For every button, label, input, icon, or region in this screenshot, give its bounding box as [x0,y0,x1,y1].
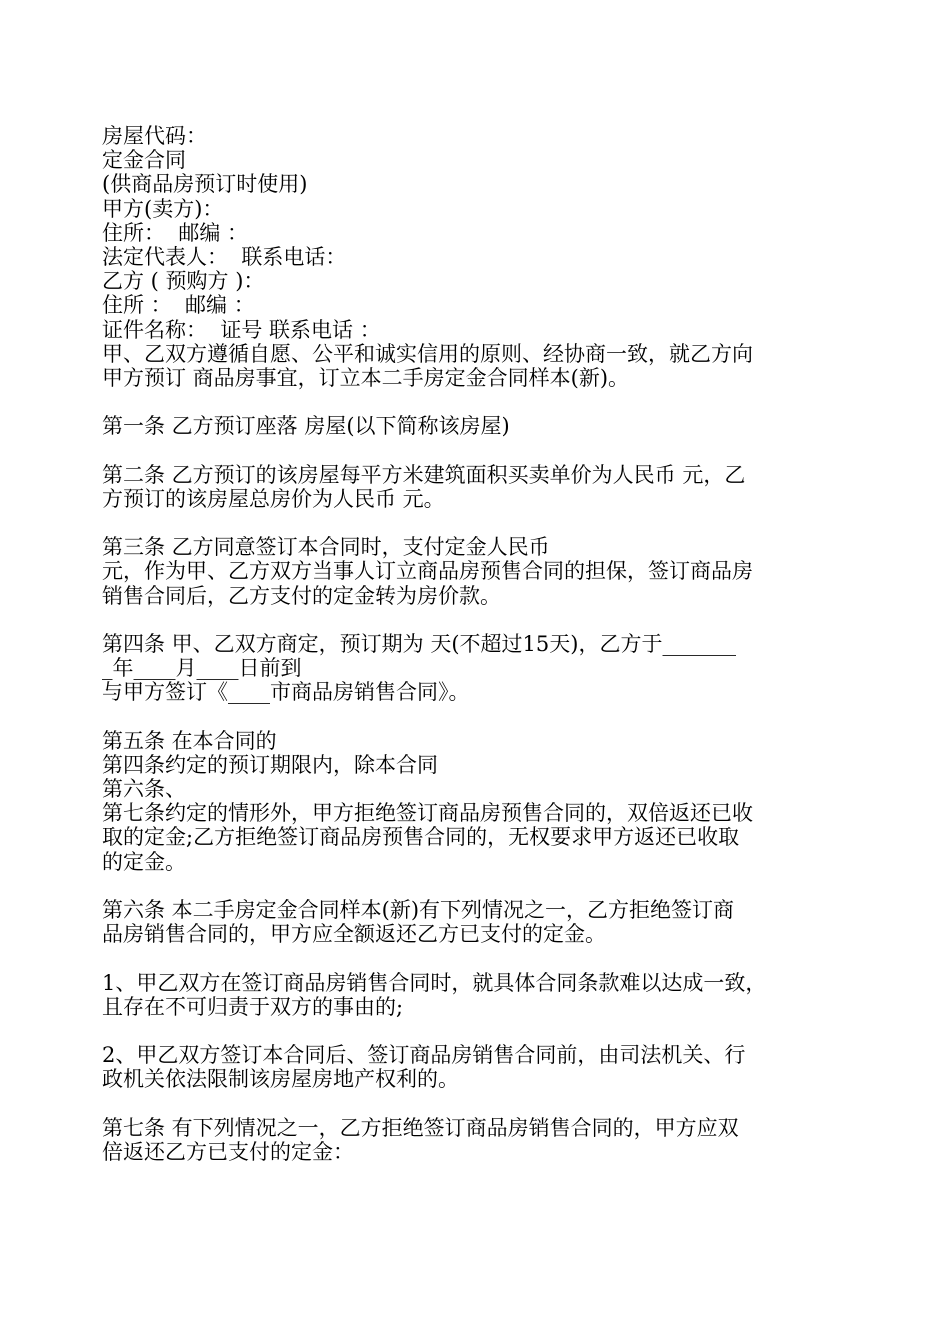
blank-line [102,390,862,414]
blank-line [102,608,862,632]
text-line: 第五条 在本合同的 [102,728,277,753]
text-line: 甲、乙双方遵循自愿、公平和诚实信用的原则、经协商一致，就乙方向 [102,341,753,366]
text-line: 1、甲乙双方在签订商品房销售合同时，就具体合同条款难以达成一致， [102,970,767,995]
blank-line [102,874,862,898]
text-line: 第三条 乙方同意签订本合同时，支付定金人民币 [102,535,550,560]
text-line: 定金合同 [102,148,186,173]
text-line: 甲方预订 商品房事宜，订立本二手房定金合同样本(新)。 [102,365,630,390]
text-line: 甲方(卖方)： [102,196,224,221]
text-line: 倍返还乙方已支付的定金： [102,1139,354,1164]
text-line: 第七条 有下列情况之一，乙方拒绝签订商品房销售合同的，甲方应双 [102,1115,739,1140]
text-line: 元，作为甲、乙方双方当事人订立商品房预售合同的担保，签订商品房 [102,559,753,584]
text-line: 第四条 甲、乙双方商定，预订期为 天(不超过15天)，乙方于_______ [102,631,736,656]
text-line: 的定金。 [102,849,186,874]
blank-line [102,438,862,462]
text-line: 销售合同后，乙方支付的定金转为房价款。 [102,583,501,608]
text-line: 取的定金;乙方拒绝签订商品房预售合同的，无权要求甲方返还已收取 [102,825,740,850]
text-line: 2、甲乙双方签订本合同后、签订商品房销售合同前，由司法机关、行 [102,1043,746,1068]
contract-document [102,124,862,1164]
text-line: 第六条、 [102,777,186,802]
text-line: 品房销售合同的，甲方应全额返还乙方已支付的定金。 [102,922,606,947]
text-line: 住所 ： 邮编 ： [102,293,255,318]
text-line: 住所： 邮编 ： [102,220,249,245]
text-line: 证件名称： 证号 联系电话 ： [102,317,381,342]
text-line: 第六条 本二手房定金合同样本(新)有下列情况之一，乙方拒绝签订商 [102,898,735,922]
text-line: _年____月____日前到 [102,656,302,681]
text-line: 房屋代码： [102,124,207,148]
blank-line [102,1019,862,1043]
text-line: 乙方 ( 预购方 )： [102,269,265,294]
text-line: 第四条约定的预订期限内，除本合同 [102,752,438,777]
blank-line [102,1092,862,1116]
text-line: 法定代表人： 联系电话： [102,244,347,269]
text-line: 方预订的该房屋总房价为人民币 元。 [102,486,445,511]
text-line: 第一条 乙方预订座落 房屋(以下简称该房屋) [102,414,510,439]
text-line: 且存在不可归责于双方的事由的; [102,994,404,1019]
text-line: 第二条 乙方预订的该房屋每平方米建筑面积买卖单价为人民币 元，乙 [102,462,746,487]
blank-line [102,946,862,970]
blank-line [102,705,862,729]
text-line: 与甲方签订《____市商品房销售合同》。 [102,680,470,705]
text-line: 第七条约定的情形外，甲方拒绝签订商品房预售合同的，双倍返还已收 [102,801,753,826]
blank-line [102,511,862,535]
text-line: (供商品房预订时使用) [102,172,308,197]
text-line: 政机关依法限制该房屋房地产权利的。 [102,1067,459,1092]
